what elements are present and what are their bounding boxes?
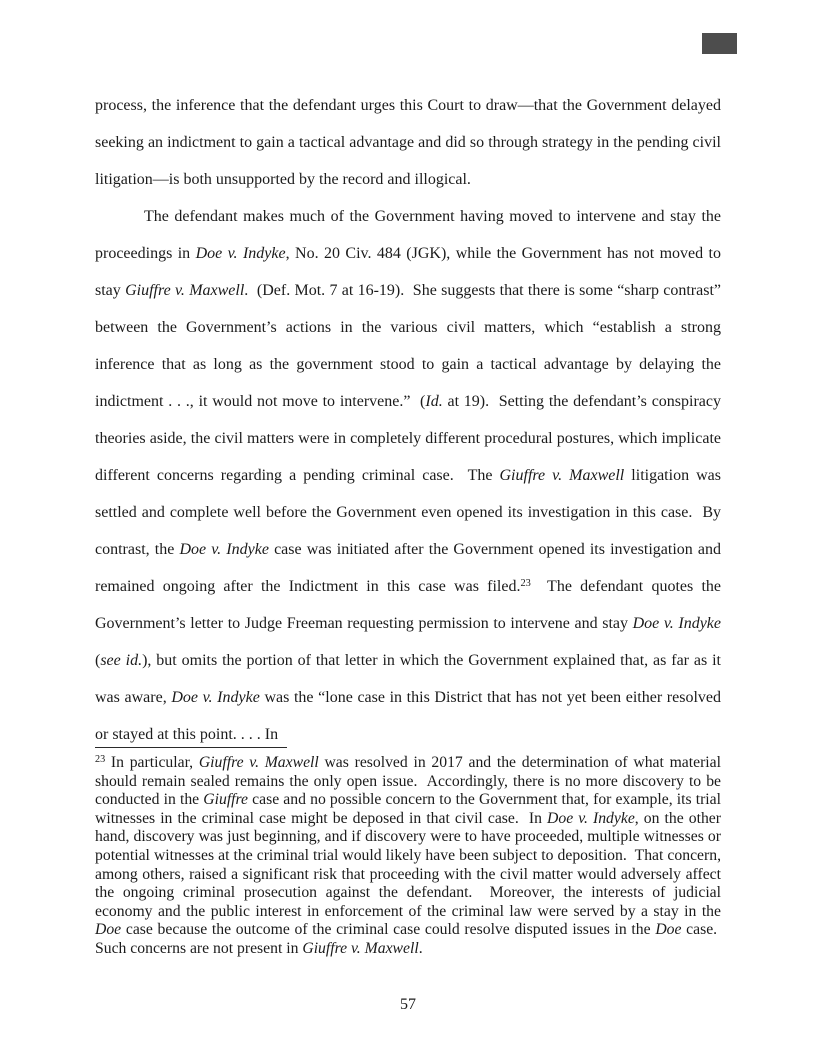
paragraph: The defendant makes much of the Government having moved to intervene and stay the proceedings in Doe v. Indyke, No. 20 Civ. 484 (JGK), while the Government has not moved to stay Giuffre v. Maxwell. (Def. Mot. 7 at 16-19). She suggests that there is some “sharp contrast” between the Government’s actions in the various civil matters, which “establish a strong inference that as long as the government stood to gain a tactical advantage by delaying the indictment . . ., it would not move to intervene.” (Id. at 19). Setting the defendant’s conspiracy theories aside, the civil matters were in completely different procedural postures, which implicate different concerns regarding a pending criminal case. The Giuffre v. Maxwell litigation was settled and complete well before the Government even opened its investigation in this case. By contrast, the Doe v. Indyke case was initiated after the Government opened its investigation and remained ongoing after the Indictment in this case was filed.$^{23}$ The defendant quotes the Government’s letter to Judge Freeman requesting permission to intervene and stay Doe v. Indyke (see id.), but omits the portion of that letter in which the Government explained that, as far as it was aware, Doe v. Indyke was the “lone case in this District that has not yet been either resolved or stayed at this point. . . . In <box>95 208 722 743</box>
page-number: 57 <box>400 996 416 1013</box>
paragraph: process, the inference that the defendant urges this Court to draw—that the Government delayed seeking an indictment to gain a tactical advantage and did so through strategy in the pending civil litigation—is both unsupported by the record and illogical. <box>95 97 721 188</box>
footnote-separator <box>95 747 287 748</box>
body-text <box>95 87 721 753</box>
corner-mark <box>702 33 737 54</box>
footnote-text: $^{23}$ In particular, Giuffre v. Maxwell was resolved in 2017 and the determination of what material should remain sealed remains the only open issue. Accordingly, there is no more discovery to be conducted in the Giuffre case and no possible concern to the Government that, for example, its trial witnesses in the criminal case might be deposed in that civil case. In Doe v. Indyke, on the other hand, discovery was just beginning, and if discovery were to have proceeded, multiple witnesses or potential witnesses at the criminal trial would likely have been subject to deposition. That concern, among others, raised a significant risk that proceeding with the civil matter would adversely affect the ongoing criminal prosecution against the defendant. Moreover, the interests of judicial economy and the public interest in enforcement of the criminal law were served by a stay in the Doe case because the outcome of the criminal case could resolve disputed issues in the Doe case. Such concerns are not present in Giuffre v. Maxwell. <box>95 753 722 957</box>
